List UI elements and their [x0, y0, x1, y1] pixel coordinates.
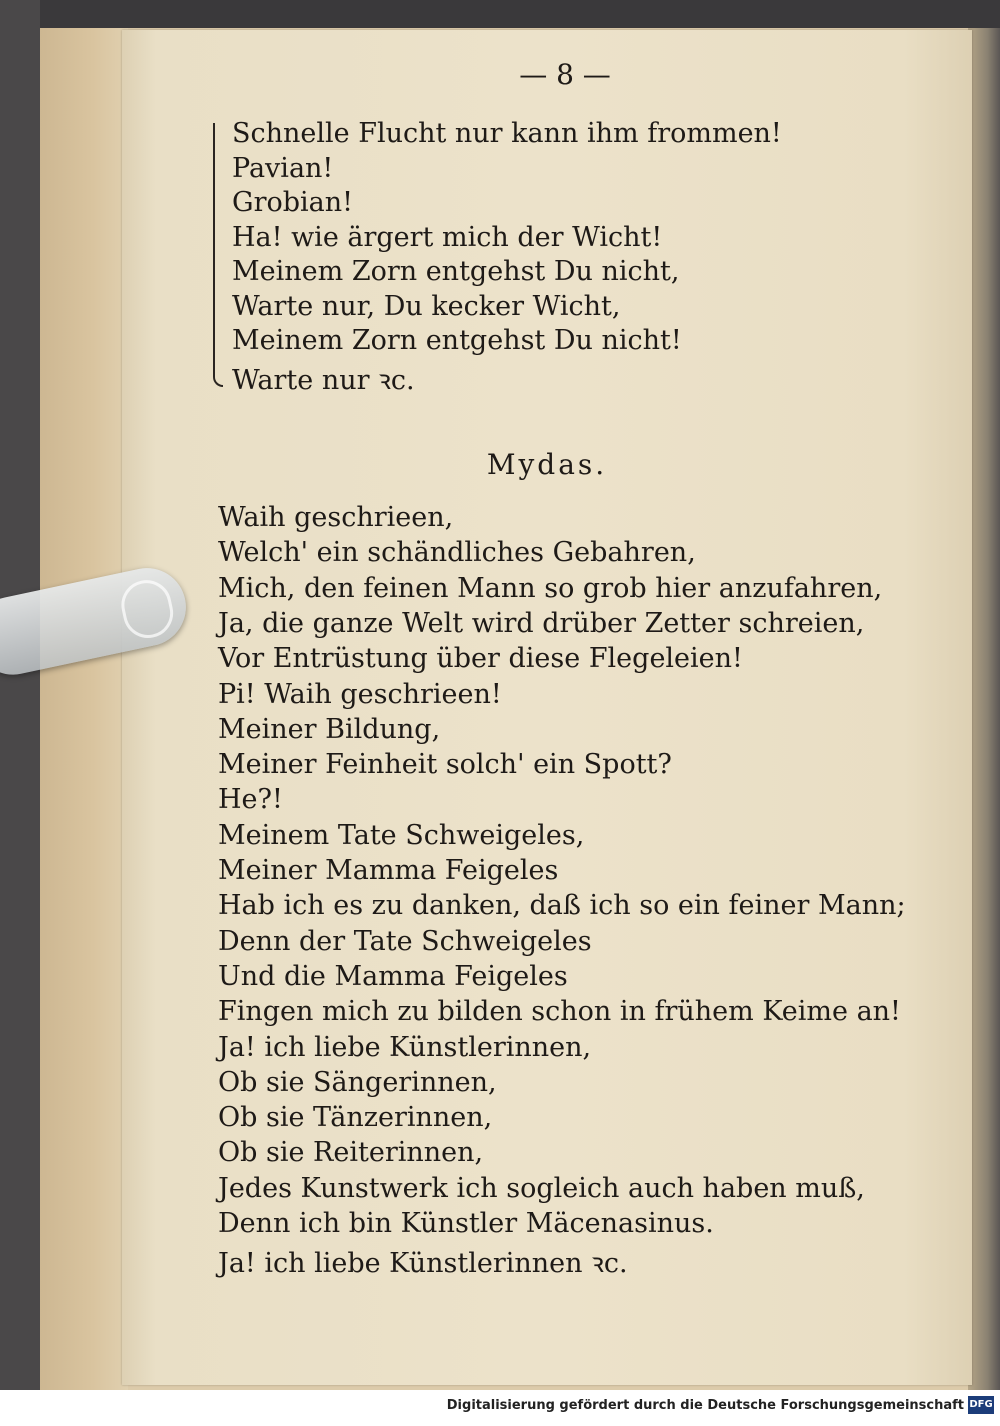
- page-stack-edge: [40, 28, 128, 1390]
- bleed-through-text: [772, 130, 1000, 1310]
- verse-line: Denn ich bin Künstler Mäcenasinus.: [218, 1208, 714, 1239]
- stanza-line: Meinem Zorn entgehst Du nicht,: [232, 256, 680, 287]
- verse-line: Hab ich es zu danken, daß ich so ein feiner Mann;: [218, 890, 906, 922]
- verse-line: Fingen mich zu bilden schon in frühem Keime an!: [218, 996, 901, 1028]
- scanner-edge: [0, 0, 40, 1426]
- verse-line: Vor Entrüstung über diese Flegeleien!: [218, 643, 743, 675]
- stanza-bracket: [213, 123, 223, 387]
- verse-line: He?!: [218, 784, 283, 816]
- verse-line: Ja! ich liebe Künstlerinnen,: [218, 1031, 592, 1063]
- verse-line: Jedes Kunstwerk ich sogleich auch haben muß,: [218, 1172, 865, 1204]
- stanza-line: Schnelle Flucht nur kann ihm frommen!: [232, 118, 782, 149]
- verse-line: Welch' ein schändliches Gebahren,: [218, 537, 696, 569]
- verse-line: Pi! Waih geschrieen!: [218, 678, 502, 710]
- stanza-line: Ha! wie ärgert mich der Wicht!: [232, 221, 663, 253]
- verse-line: Mich, den feinen Mann so grob hier anzufahren,: [218, 572, 883, 604]
- verse-line: Und die Mamma Feigeles: [218, 960, 568, 992]
- verse-line: Waih geschrieen,: [218, 502, 454, 533]
- verse-line: Meiner Bildung,: [218, 713, 441, 745]
- verse-line: Ob sie Reiterinnen,: [218, 1137, 484, 1169]
- stanza-line: Meinem Zorn entgehst Du nicht!: [232, 325, 682, 356]
- stanza-line: Pavian!: [232, 152, 334, 184]
- dfg-logo: DFG: [968, 1396, 994, 1414]
- stanza-line: Grobian!: [232, 187, 353, 218]
- verse-line: Ja, die ganze Welt wird drüber Zetter schreien,: [218, 607, 865, 639]
- verse-line: Ja! ich liebe Künstlerinnen ꝛc.: [218, 1248, 628, 1280]
- verse-line: Ob sie Sängerinnen,: [218, 1066, 497, 1098]
- verse-line: Meinem Tate Schweigeles,: [218, 819, 585, 851]
- speaker-heading: Mydas.: [486, 448, 608, 481]
- book-right-edge: [968, 28, 1000, 1390]
- stanza-line: Warte nur, Du kecker Wicht,: [232, 290, 621, 322]
- footer-credit: Digitalisierung gefördert durch die Deutsche Forschungsgemeinschaft: [446, 1398, 964, 1413]
- verse-line: Denn der Tate Schweigeles: [218, 925, 592, 957]
- verse-line: Ob sie Tänzerinnen,: [218, 1102, 493, 1134]
- page-number: — 8 —: [519, 58, 611, 91]
- verse-line: Meiner Mamma Feigeles: [218, 855, 559, 886]
- verse-line: Meiner Feinheit solch' ein Spott?: [218, 749, 672, 781]
- stanza-line: Warte nur ꝛc.: [232, 364, 415, 396]
